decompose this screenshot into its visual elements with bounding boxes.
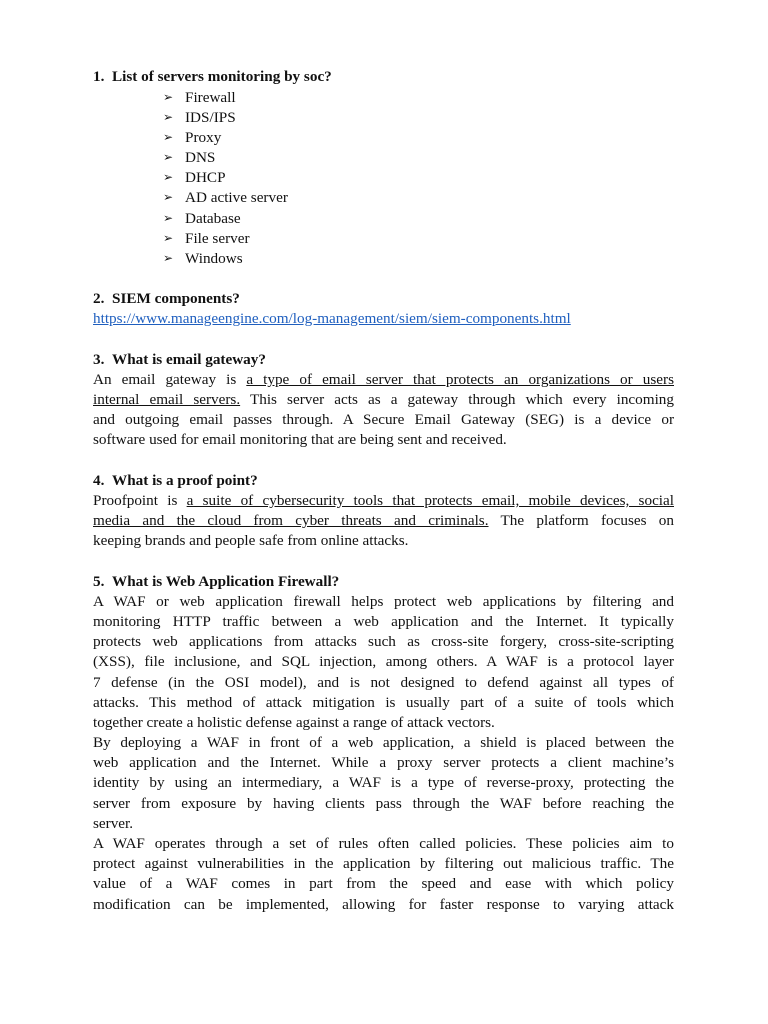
section-title: What is email gateway? (112, 351, 266, 368)
paragraph-line: (XSS), file inclusione, and SQL injection, among others. A WAF is a protocol layer (93, 653, 674, 670)
paragraph-line: monitoring HTTP traffic between a web application and the Internet. It typically (93, 613, 674, 630)
list-item: ➢ Proxy (163, 129, 222, 146)
underlined-text: media and the cloud from cyber threats and criminals. (93, 512, 489, 529)
paragraph-line: A WAF or web application firewall helps protect web applications by filtering and (93, 593, 674, 610)
list-item: ➢ Database (163, 210, 241, 227)
paragraph-line: server. (93, 815, 134, 832)
arrow-bullet-icon: ➢ (163, 190, 174, 204)
underlined-text: internal email servers. (93, 391, 241, 408)
paragraph-line: web application and the Internet. While a proxy server protects a client machine’s (93, 754, 674, 771)
paragraph-line: 7 defense (in the OSI model), and is not designed to defend against all types of (93, 674, 674, 691)
arrow-bullet-icon: ➢ (163, 90, 174, 104)
paragraph-line: software used for email monitoring that are being sent and received. (93, 431, 507, 448)
arrow-bullet-icon: ➢ (163, 251, 174, 265)
arrow-bullet-icon: ➢ (163, 130, 174, 144)
paragraph-line: internal email servers. This server acts as a gateway through which every incoming (93, 391, 674, 408)
section-2-heading (93, 289, 674, 309)
link-line (93, 309, 674, 329)
section-title: What is Web Application Firewall? (112, 573, 340, 590)
paragraph-line: By deploying a WAF in front of a web application, a shield is placed between the (93, 734, 674, 751)
section-title: List of servers monitoring by soc? (112, 68, 332, 85)
arrow-bullet-icon: ➢ (163, 110, 174, 124)
section-number: 2. (93, 290, 105, 307)
section-5-heading (93, 572, 674, 592)
paragraph-line: value of a WAF comes in part from the speed and ease with which policy (93, 875, 674, 892)
list-item: ➢ IDS/IPS (163, 109, 236, 126)
paragraph-line: modification can be implemented, allowing for faster response to varying attack (93, 896, 674, 913)
paragraph-line: protects web applications from attacks such as cross-site forgery, cross-site-scripting (93, 633, 674, 650)
paragraph-line: and outgoing email passes through. A Secure Email Gateway (SEG) is a device or (93, 411, 674, 428)
section-4-heading (93, 471, 674, 491)
siem-components-link[interactable]: https://www.manageengine.com/log-management/siem/siem-components.html (93, 310, 571, 327)
list-item: ➢ File server (163, 230, 250, 247)
paragraph-line: media and the cloud from cyber threats and criminals. The platform focuses on (93, 512, 674, 529)
list-item: ➢ DNS (163, 149, 216, 166)
section-number: 5. (93, 573, 105, 590)
section-number: 1. (93, 68, 105, 85)
paragraph-line: protect against vulnerabilities in the application by filtering out malicious traffic. The (93, 855, 674, 872)
list-item: ➢ AD active server (163, 189, 288, 206)
arrow-bullet-icon: ➢ (163, 170, 174, 184)
paragraph-line: Proofpoint is a suite of cybersecurity tools that protects email, mobile devices, social (93, 492, 674, 509)
arrow-bullet-icon: ➢ (163, 150, 174, 164)
section-title: What is a proof point? (112, 472, 258, 489)
section-1-heading (93, 67, 674, 87)
underlined-text: a suite of cybersecurity tools that protects email, mobile devices, social (186, 492, 674, 509)
paragraph-line: identity by using an intermediary, a WAF is a type of reverse-proxy, protecting the (93, 774, 674, 791)
list-item: ➢ DHCP (163, 169, 226, 186)
section-3-heading (93, 350, 674, 370)
paragraph-line: An email gateway is a type of email server that protects an organizations or users (93, 371, 674, 388)
paragraph-line: attacks. This method of attack mitigation is usually part of a suite of tools which (93, 694, 674, 711)
paragraph-line: A WAF operates through a set of rules often called policies. These policies aim to (93, 835, 674, 852)
paragraph-line: together create a holistic defense against a range of attack vectors. (93, 714, 495, 731)
paragraph-line: server from exposure by having clients pass through the WAF before reaching the (93, 795, 674, 812)
section-number: 3. (93, 351, 105, 368)
section-number: 4. (93, 472, 105, 489)
underlined-text: a type of email server that protects an organizations or users (246, 371, 674, 388)
list-item: ➢ Windows (163, 250, 243, 267)
arrow-bullet-icon: ➢ (163, 211, 174, 225)
arrow-bullet-icon: ➢ (163, 231, 174, 245)
section-title: SIEM components? (112, 290, 240, 307)
paragraph-line: keeping brands and people safe from online attacks. (93, 532, 409, 549)
list-item: ➢ Firewall (163, 89, 236, 106)
